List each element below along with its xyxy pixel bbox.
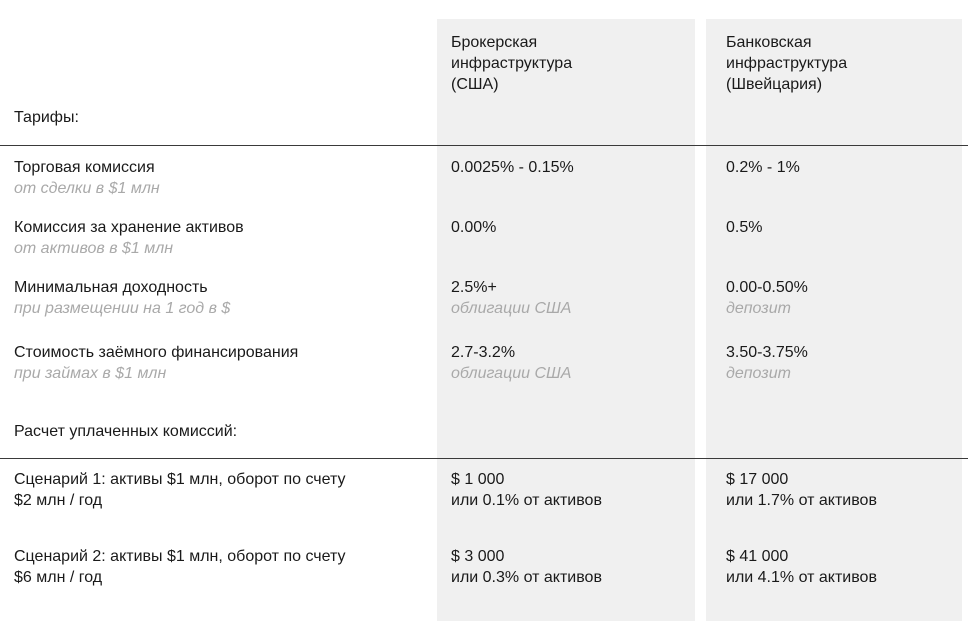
bank-header-line: инфраструктура xyxy=(726,55,848,72)
bank-amount: $ 17 000 xyxy=(726,471,789,488)
bank-amount: $ 41 000 xyxy=(726,548,789,565)
bank-column-background xyxy=(706,19,962,621)
row-sublabel: при займах в $1 млн xyxy=(14,365,167,382)
calc-section-heading: Расчет уплаченных комиссий: xyxy=(14,423,238,440)
row-label: Стоимость заёмного финансирования xyxy=(14,344,299,361)
broker-value: 0.00% xyxy=(451,219,497,236)
bank-header-line: Банковская xyxy=(726,34,812,51)
bank-value: 0.2% - 1% xyxy=(726,159,800,176)
broker-share: или 0.1% от активов xyxy=(451,492,602,509)
broker-header-line: инфраструктура xyxy=(451,55,573,72)
bank-value: 0.00-0.50% xyxy=(726,279,808,296)
broker-amount: $ 3 000 xyxy=(451,548,505,565)
bank-share: или 1.7% от активов xyxy=(726,492,877,509)
broker-note: облигации США xyxy=(451,365,572,382)
row-sublabel: от сделки в $1 млн xyxy=(14,180,160,197)
bank-value: 0.5% xyxy=(726,219,763,236)
bank-share: или 4.1% от активов xyxy=(726,569,877,586)
row-label: Торговая комиссия xyxy=(14,159,155,176)
scenario-label: $2 млн / год xyxy=(14,492,103,509)
bank-note: депозит xyxy=(726,365,791,382)
broker-header-line: (США) xyxy=(451,76,499,93)
bank-value: 3.50-3.75% xyxy=(726,344,808,361)
row-sublabel: при размещении на 1 год в $ xyxy=(14,300,231,317)
broker-amount: $ 1 000 xyxy=(451,471,505,488)
broker-value: 2.7-3.2% xyxy=(451,344,516,361)
tariffs-divider xyxy=(0,145,968,146)
scenario-label: $6 млн / год xyxy=(14,569,103,586)
scenario-label: Сценарий 1: активы $1 млн, оборот по счету xyxy=(14,471,346,488)
broker-note: облигации США xyxy=(451,300,572,317)
bank-note: депозит xyxy=(726,300,791,317)
broker-header-line: Брокерская xyxy=(451,34,538,51)
broker-column-background xyxy=(437,19,695,621)
calc-divider xyxy=(0,458,968,459)
broker-value: 0.0025% - 0.15% xyxy=(451,159,574,176)
row-sublabel: от активов в $1 млн xyxy=(14,240,174,257)
broker-value: 2.5%+ xyxy=(451,279,497,296)
broker-share: или 0.3% от активов xyxy=(451,569,602,586)
row-label: Комиссия за хранение активов xyxy=(14,219,244,236)
tariffs-section-heading: Тарифы: xyxy=(14,109,79,126)
bank-header-line: (Швейцария) xyxy=(726,76,823,93)
row-label: Минимальная доходность xyxy=(14,279,208,296)
scenario-label: Сценарий 2: активы $1 млн, оборот по счету xyxy=(14,548,346,565)
